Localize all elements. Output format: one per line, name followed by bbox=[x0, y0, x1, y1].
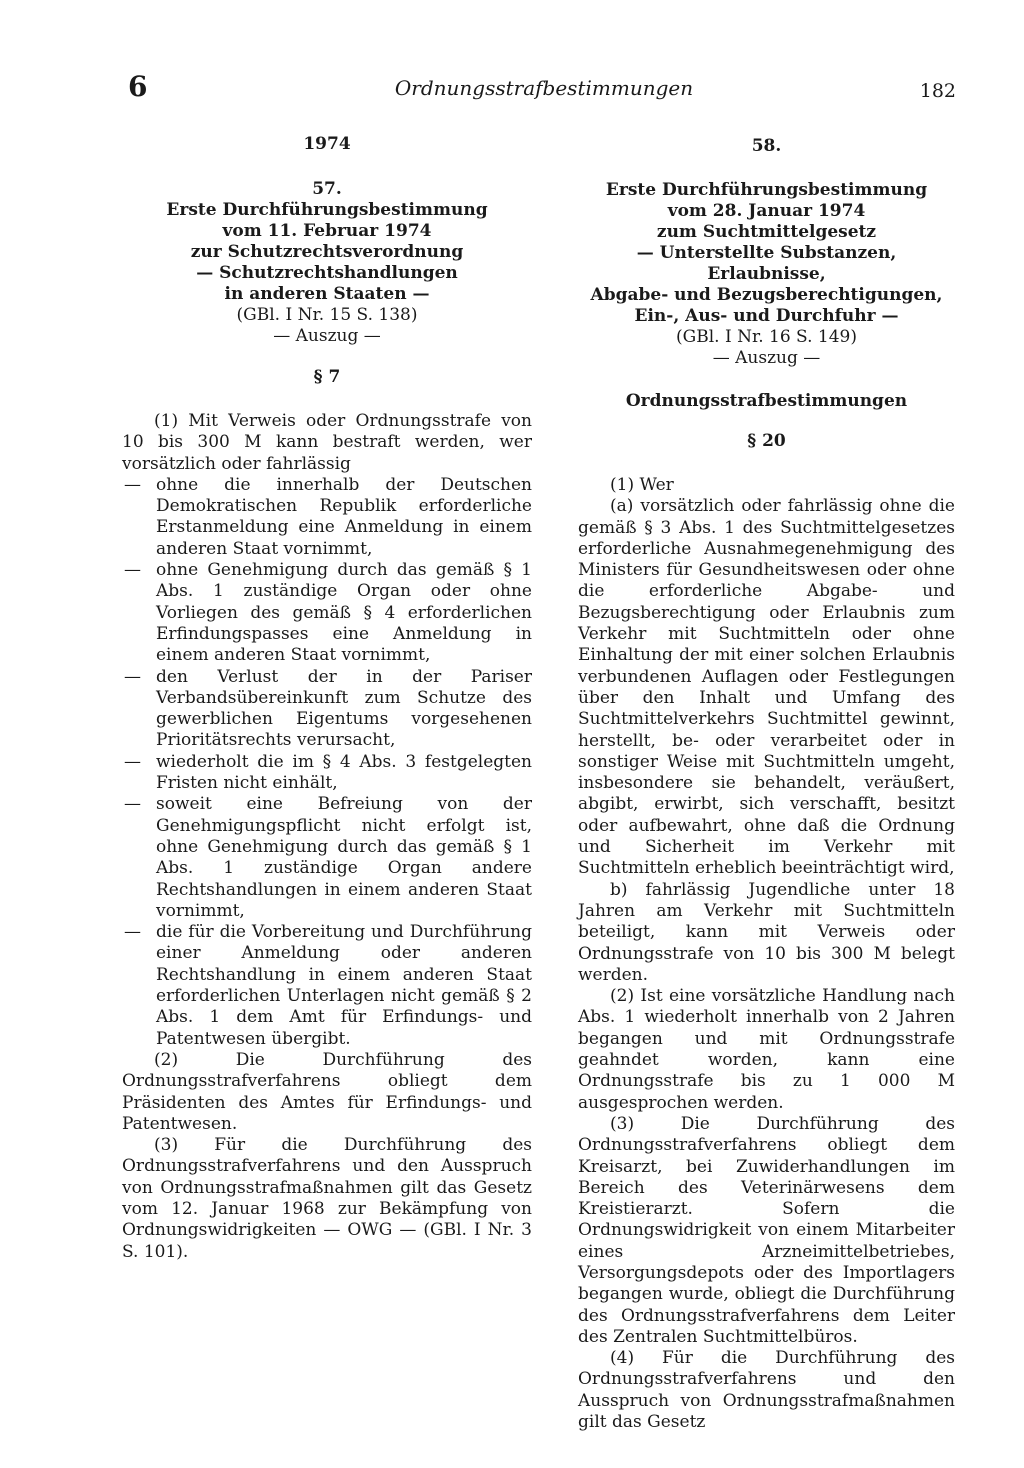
list-item-text: wiederholt die im § 4 Abs. 3 festgelegten Fristen nicht einhält, bbox=[156, 751, 532, 794]
regulation-title-line: vom 28. Januar 1974 bbox=[667, 201, 866, 221]
dash-bullet: — bbox=[124, 922, 141, 943]
section-group-heading: Ordnungsstrafbestimmungen bbox=[625, 391, 908, 411]
gazette-reference: (GBl. I Nr. 15 S. 138) bbox=[236, 305, 418, 325]
paragraph: (4) Für die Durchführung des Ordnungsstrafverfahrens und den Ausspruch von Ordnungsstrafmaßnahmen gilt das Gesetz bbox=[578, 1348, 955, 1433]
regulation-title-line: zum Suchtmittelgesetz bbox=[656, 222, 877, 242]
chapter-number: 6 bbox=[128, 70, 148, 103]
dash-bullet: — bbox=[124, 666, 141, 687]
regulation-title-line: Ein-, Aus- und Durchfuhr — bbox=[634, 306, 899, 326]
list-item-text: ohne Genehmigung durch das gemäß § 1 Abs. 1 zuständige Organ oder ohne Vorliegen des gemäß § 4 erforderlichen Erfindungspasses eine Anmeldung in einem anderen Staat vornimmt, bbox=[156, 560, 532, 666]
regulation-title-line: Abgabe- und Bezugsberechtigungen, bbox=[590, 285, 943, 305]
left-column bbox=[122, 130, 532, 1263]
regulation-title-line: Erste Durchführungsbestimmung bbox=[605, 180, 928, 200]
dash-bullet: — bbox=[124, 560, 141, 581]
paragraph: (1) Wer bbox=[610, 475, 674, 495]
regulation-number: 57. bbox=[312, 179, 342, 199]
paragraph: (2) Die Durchführung des Ordnungsstrafverfahrens obliegt dem Präsidenten des Amtes für Erfindungs- und Patentwesen. bbox=[122, 1049, 532, 1134]
paragraph: (3) Für die Durchführung des Ordnungsstrafverfahrens und den Ausspruch von Ordnungsstrafmaßnahmen gilt das Gesetz vom 12. Januar 1968 zur Bekämpfung von Ordnungswidrigkeiten — OWG — (GBl. I Nr. 3 S. 101). bbox=[122, 1135, 532, 1262]
paragraph: (2) Ist eine vorsätzliche Handlung nach Abs. 1 wiederholt innerhalb von 2 Jahren begangen und mit Ordnungsstrafe geahndet worden, kann eine Ordnungsstrafe bis zu 1 000 M ausgesprochen werden. bbox=[578, 986, 955, 1113]
page-header bbox=[128, 70, 960, 110]
list-item bbox=[122, 922, 532, 1050]
gazette-reference: (GBl. I Nr. 16 S. 149) bbox=[676, 327, 857, 347]
right-column bbox=[578, 130, 955, 1433]
list-item bbox=[122, 560, 532, 666]
extract-label: — Auszug — bbox=[273, 326, 381, 346]
list-item bbox=[122, 667, 532, 752]
paragraph: b) fahrlässig Jugendliche unter 18 Jahren am Verkehr mit Suchtmitteln beteiligt, kann mit Verweis oder Ordnungsstrafe von 10 bis 300 M belegt werden. bbox=[578, 879, 955, 985]
paragraph: (a) vorsätzlich oder fahrlässig ohne die gemäß § 3 Abs. 1 des Suchtmittelgesetzes erforderliche Ausnahmegenehmigung des Ministers für Gesundheitswesen oder ohne die erforderliche Abgabe- und Bezugsberechtigung oder Erlaubnis zum Verkehr mit Suchtmitteln oder ohne Einhaltung der mit einer solchen Erlaubnis verbundenen Auflagen oder Festlegungen über den Inhalt und Umfang des Suchtmittelverkehrs Suchtmittel gewinnt, herstellt, be- oder verarbeitet oder in sonstiger Weise mit Suchtmitteln umgeht, insbesondere sie behandelt, veräußert, abgibt, erwirbt, sich verschafft, besitzt oder aufbewahrt, ohne daß die Ordnung und Sicherheit im Verkehr mit Suchtmitteln erheblich beeinträchtigt wird, bbox=[578, 496, 955, 879]
year-heading: 1974 bbox=[303, 134, 351, 154]
regulation-title-line: zur Schutzrechtsverordnung bbox=[190, 242, 464, 262]
paragraph: (3) Die Durchführung des Ordnungsstrafverfahrens obliegt dem Kreisarzt, bei Zuwiderhandlungen im Bereich des Veterinärwesens dem Kreistierarzt. Sofern die Ordnungswidrigkeit von einem Mitarbeiter eines Arzneimittelbetriebes, Versorgungsdepots oder des Importlagers begangen wurde, obliegt die Durchführung des Ordnungsstrafverfahrens dem Leiter des Zentralen Suchtmittelbüros. bbox=[578, 1113, 955, 1347]
regulation-title-line: vom 11. Februar 1974 bbox=[222, 221, 432, 241]
dash-bullet: — bbox=[124, 474, 141, 495]
section-heading: § 20 bbox=[747, 431, 786, 451]
regulation-number: 58. bbox=[751, 136, 782, 156]
regulation-title-line: in anderen Staaten — bbox=[224, 284, 430, 304]
regulation-title-line: Erste Durchführungsbestimmung bbox=[166, 200, 488, 220]
list-item bbox=[122, 794, 532, 922]
section-heading: § 7 bbox=[313, 367, 341, 387]
dash-bullet: — bbox=[124, 751, 141, 772]
list-item-text: soweit eine Befreiung von der Genehmigungspflicht nicht erfolgt ist, ohne Genehmigung durch das gemäß § 1 Abs. 1 zuständige Organ andere Rechtshandlungen in einem anderen Staat vornimmt, bbox=[156, 794, 532, 921]
list-item-text: die für die Vorbereitung und Durchführung einer Anmeldung oder anderen Rechtshandlung in einem anderen Staat erforderlichen Unterlagen nicht gemäß § 2 Abs. 1 dem Amt für Erfindungs- und Patentwesen übergibt. bbox=[156, 922, 532, 1049]
list-item-text: den Verlust der in der Pariser Verbandsübereinkunft zum Schutze des gewerblichen Eigentums vorgesehenen Prioritätsrechts verursacht, bbox=[156, 666, 532, 751]
regulation-title-line: — Schutzrechtshandlungen bbox=[196, 263, 458, 283]
running-title: Ordnungsstrafbestimmungen bbox=[394, 76, 694, 100]
regulation-title-line: — Unterstellte Substanzen, Erlaubnisse, bbox=[636, 243, 897, 284]
list-item bbox=[122, 752, 532, 795]
extract-label: — Auszug — bbox=[712, 348, 821, 368]
page-number: 182 bbox=[919, 80, 956, 102]
list-item bbox=[122, 475, 532, 560]
dash-bullet: — bbox=[124, 794, 141, 815]
paragraph: (1) Mit Verweis oder Ordnungsstrafe von 10 bis 300 M kann bestraft werden, wer vorsätzlich oder fahrlässig bbox=[122, 411, 532, 474]
list-item-text: ohne die innerhalb der Deutschen Demokratischen Republik erforderliche Erstanmeldung eine Anmeldung in einem anderen Staat vornimmt, bbox=[156, 474, 532, 559]
